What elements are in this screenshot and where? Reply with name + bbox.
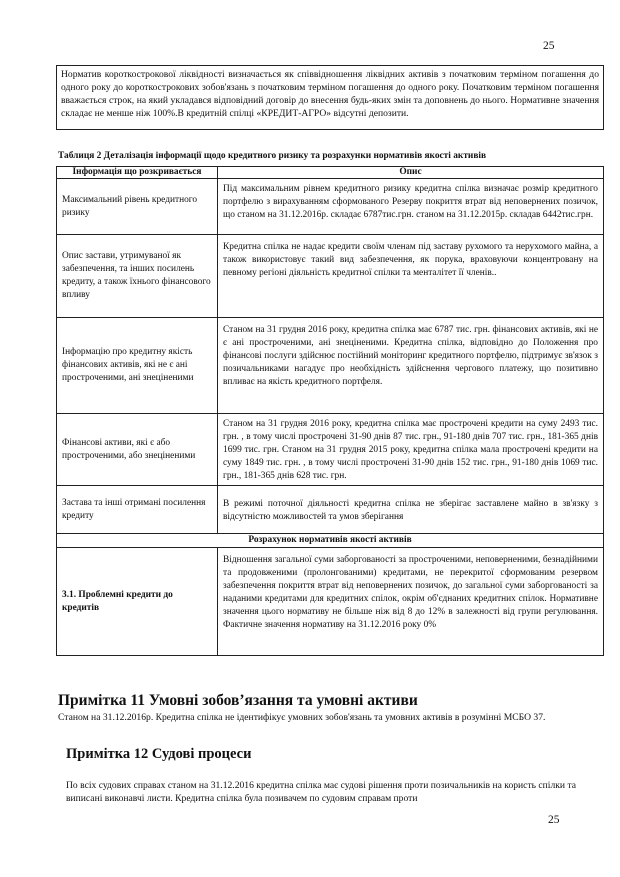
table-cell-left: Застава та інші отримані посилення кредиту: [57, 486, 218, 534]
table-cell-right: Станом на 31 грудня 2016 року, кредитна спілка має прострочені кредити на суму 2493 тис. грн. , в тому числі прострочені 31-90 днів 87 тис. грн., 91-180 днів 707 тис. грн., 181-365 днів 1699 тис. грн. Станом на 31 грудня 2015 року, кредитна спілка мала прострочені кредити на суму 1849 тис. грн. , в тому числі прострочені 31-90 днів 152 тис. грн., 91-180 днів 1069 тис. грн., 181-365 днів 628 тис. грн.: [218, 414, 604, 486]
table-cell-left: Опис застави, утримуваної як забезпечення, та інших посилень кредиту, а також їхнього фінансового впливу: [57, 235, 218, 318]
page-number-bottom: 25: [548, 814, 560, 826]
page-number-top: 25: [543, 40, 555, 52]
intro-box: Норматив короткострокової ліквідності визначається як співвідношення ліквідних активів з початковим терміном погашення до одного року до короткострокових зобов'язань з початковим терміном погашення до одного року. Початковим терміном погашення вважається строк, на який укладався відповідний договір до внесення будь-яких змін та доповнень до нього. Нормативне значення складає не менше ніж 100%.В кредитній спілці «КРЕДИТ-АГРО» відсутні депозити.: [56, 65, 604, 130]
table-row: [57, 414, 604, 486]
table-cell-right: Під максимальним рівнем кредитного ризику кредитна спілка визначає розмір кредитного портфелю з вирахуванням сформованого Резерву покриття втрат від неповернених позичок, що станом на 31.12.2016р. складає 6787тис.грн. станом на 31.12.2015р. складав 6442тис.грн.: [218, 179, 604, 235]
table-cell-right: Кредитна спілка не надає кредити своїм членам під заставу рухомого та нерухомого майна, а також використовує такий вид забезпечення, як порука, враховуючи концентровану на певному регіоні діяльність кредитної спілки та менталітет її членів..: [218, 235, 604, 318]
table-subheader-row: [57, 534, 604, 548]
table-row: [57, 318, 604, 414]
note-12-title: Примітка 12 Судові процеси: [66, 746, 252, 762]
note-12-text: По всіх судових справах станом на 31.12.2016 кредитна спілка має судові рішення проти позичальників на користь спілки та виписані виконавчі листи. Кредитна спілка була позивачем по судовим справам проти: [66, 780, 577, 804]
table-caption: Таблиця 2 Деталізація інформації щодо кредитного ризику та розрахунки нормативів якості активів: [58, 151, 487, 161]
note-11-title: Примітка 11 Умовні зобов’язання та умовні активи: [58, 692, 418, 709]
table-subheader: Розрахунок нормативів якості активів: [57, 534, 604, 548]
table-row: [57, 179, 604, 235]
table-row: [57, 486, 604, 534]
table-cell-left: Інформацію про кредитну якість фінансових активів, які не є ані простроченими, ані знеціненими: [57, 318, 218, 414]
table-cell-left: Максимальний рівень кредитного ризику: [57, 179, 218, 235]
table-cell-right: Станом на 31 грудня 2016 року, кредитна спілка має 6787 тис. грн. фінансових активів, які не є ані простроченими, ані знеціненими. Кредитна спілка, відповідно до Положення про фінансові послуги здійснює постійний моніторинг кредитного портфелю, підтримує зв'язок з позичальниками нагадує про необхідність здійснення чергового платежу, що позитивно впливає на якість кредитного портфеля.: [218, 318, 604, 414]
note-11-text: Станом на 31.12.2016р. Кредитна спілка не ідентифікує умовних зобов'язань та умовних активів в розумінні МСБО 37.: [58, 712, 546, 723]
table-header-row: [57, 167, 604, 179]
table-cell-right: В режимі поточної діяльності кредитна спілка не зберігає заставлене майно в зв'язку з відсутністю можливостей та умов зберігання: [218, 486, 604, 534]
table-cell-right: Відношення загальної суми заборгованості за простроченими, неповерненими, безнадійними та продовженими (пролонгованими) кредитами, не перекритої сформованим резервом забезпечення покриття втрат від неповернених позичок, до загальної суми заборгованості за наданими кредитами для кредитних спілок, окрім об'єднаних кредитних спілок. Нормативне значення цього нормативу не більше ніж від 8 до 12% в залежності від групи регулювання. Фактичне значення нормативу на 31.12.2016 року 0%: [218, 548, 604, 656]
table-header-info: Інформація що розкривається: [57, 167, 218, 179]
table-cell-left: Фінансові активи, які є або простроченими, або знеціненими: [57, 414, 218, 486]
table-row: [57, 548, 604, 656]
table-cell-left: 3.1. Проблемні кредити до кредитів: [57, 548, 218, 656]
credit-risk-table: [56, 166, 604, 656]
table-row: [57, 235, 604, 318]
table-header-description: Опис: [218, 167, 604, 179]
